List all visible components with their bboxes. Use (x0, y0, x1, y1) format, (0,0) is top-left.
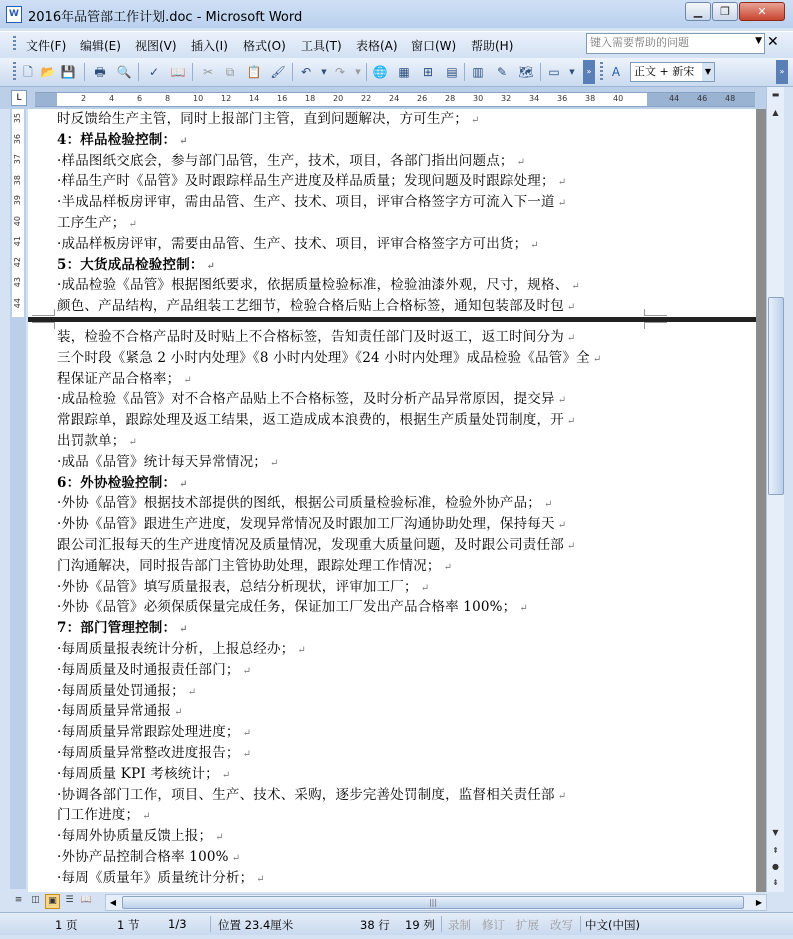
line-text: 程保证产品合格率； (57, 370, 181, 387)
section-heading[interactable] (57, 130, 647, 151)
paragraph-mark-icon: ↵ (420, 582, 430, 594)
vruler-tick-label: 43 (13, 277, 22, 288)
maximize-button[interactable] (712, 2, 738, 21)
horizontal-scroll-thumb[interactable]: ||| (122, 896, 744, 909)
style-select[interactable] (630, 62, 715, 82)
line-text: ·每周质量异常通报 (57, 703, 172, 720)
vruler-tick-label: 41 (13, 236, 22, 247)
text-line[interactable] (57, 109, 647, 130)
paragraph-mark-icon: ↵ (174, 707, 183, 719)
text-line[interactable] (57, 327, 647, 348)
ruler-tick-label: 32 (501, 94, 512, 103)
print-layout-icon[interactable]: ▣ (45, 894, 60, 909)
ruler-tick-label: 28 (445, 94, 456, 103)
tables-borders-icon[interactable]: ▦ (398, 65, 410, 79)
text-line[interactable] (57, 431, 647, 452)
ruler-tick-label: 38 (585, 94, 596, 103)
ruler-tick-label: 40 (613, 94, 624, 103)
line-text: 出罚款单； (57, 432, 126, 449)
status-page-of[interactable]: 1/3 (168, 917, 187, 931)
paragraph-mark-icon: ↵ (256, 873, 265, 885)
vertical-scrollbar[interactable] (766, 87, 784, 892)
text-line[interactable] (57, 296, 647, 317)
ruler-tick-label: 22 (361, 94, 372, 103)
ruler-tick-label: 30 (473, 94, 484, 103)
toolbar-separator (192, 63, 193, 81)
text-line[interactable] (57, 452, 647, 473)
style-dropdown-icon[interactable]: ▼ (702, 63, 714, 81)
status-bar (0, 912, 793, 935)
line-text: ·每周质量异常整改进度报告； (57, 744, 240, 761)
format-toolbar-overflow-button[interactable]: » (776, 60, 788, 84)
close-doc-icon: ✕ (767, 34, 779, 50)
line-text: ·每周质量及时通报责任部门； (57, 661, 240, 678)
status-section[interactable]: 1 节 (117, 918, 140, 932)
line-text: 门沟通解决，同时报告部门主管协助处理，跟踪处理工作情况； (57, 557, 441, 574)
paragraph-mark-icon: ↵ (183, 374, 192, 386)
menu-window[interactable]: 窗口(W) (411, 39, 457, 53)
text-line[interactable] (57, 151, 647, 172)
text-line[interactable] (57, 639, 647, 660)
paragraph-mark-icon: ↵ (571, 281, 580, 293)
styles-formatting-icon[interactable]: A (611, 65, 621, 79)
close-icon: ✕ (757, 5, 767, 18)
research-icon[interactable]: 📖 (170, 65, 186, 79)
select-browse-object-icon[interactable]: ● (772, 862, 779, 871)
toolbar-separator (84, 63, 85, 81)
line-text: ·协调各部门工作，项目、生产、技术、采购，逐步完善处罚制度，监督相关责任部 (57, 786, 555, 803)
line-text: ·成品检验《品管》对不合格产品贴上不合格标签，及时分析产品异常原因，提交异 (57, 391, 555, 408)
paragraph-mark-icon: ↵ (215, 832, 224, 844)
text-line[interactable] (57, 660, 647, 681)
menu-help[interactable]: 帮助(H) (471, 39, 514, 53)
text-line[interactable] (57, 275, 647, 296)
status-separator (210, 916, 211, 932)
paragraph-mark-icon: ↵ (206, 260, 216, 272)
crop-mark (32, 322, 55, 329)
paragraph-mark-icon: ↵ (187, 686, 197, 698)
document-map-icon[interactable]: 🗺 (518, 65, 534, 79)
text-line[interactable] (57, 805, 647, 826)
web-layout-icon[interactable]: ◫ (31, 895, 40, 905)
ruler-tick-label: 48 (725, 94, 736, 103)
ruler-tick-label: 12 (221, 94, 232, 103)
ruler-tick-label: 8 (165, 94, 171, 103)
format-toolbar-grip[interactable] (600, 62, 603, 82)
spelling-icon[interactable]: ✓ (148, 65, 160, 79)
line-text: 7：部门管理控制： (57, 620, 177, 637)
minimize-icon: ▁ (693, 5, 703, 18)
redo-dropdown-icon[interactable]: ▼ (355, 68, 361, 76)
help-search-box[interactable] (586, 33, 765, 54)
ruler-tick-label: 4 (109, 94, 115, 103)
title-bar (0, 0, 793, 28)
ruler-toggle-icon[interactable]: ▬ (771, 90, 780, 99)
paragraph-mark-icon: ↵ (179, 624, 188, 636)
hyperlink-icon[interactable]: 🌐 (372, 65, 388, 79)
text-line[interactable] (57, 493, 647, 514)
status-line[interactable]: 38 行 (360, 918, 390, 932)
reading-layout-icon[interactable]: 📖 (80, 895, 93, 905)
line-text: ·每周《质量年》质量统计分析； (57, 869, 254, 886)
page-text[interactable] (57, 327, 647, 889)
line-text: 6：外协检验控制： (57, 474, 177, 491)
read-mode-icon[interactable]: ▭ (548, 65, 560, 79)
status-extend[interactable]: 扩展 (516, 918, 539, 932)
open-folder-icon[interactable]: 📂 (40, 65, 56, 79)
line-text: ·每周质量处罚通报； (57, 682, 185, 699)
paragraph-mark-icon: ↵ (544, 499, 553, 511)
text-line[interactable] (57, 743, 647, 764)
line-text: 颜色、产品结构，产品组装工艺细节，检验合格后贴上合格标签，通知包装部及时包 (57, 298, 564, 315)
line-text: 时反馈给生产主管，同时上报部门主管，直到问题解决，方可生产； (57, 111, 468, 127)
text-line[interactable] (57, 597, 647, 618)
text-line[interactable] (57, 192, 647, 213)
vruler-tick-label: 40 (13, 215, 22, 226)
line-text: ·外协《品管》根据技术部提供的图纸，根据公司质量检验标准，检验外协产品； (57, 495, 541, 512)
paragraph-mark-icon: ↵ (519, 603, 528, 615)
minimize-button[interactable] (685, 2, 711, 21)
horizontal-scrollbar[interactable] (105, 894, 767, 911)
paragraph-mark-icon: ↵ (297, 644, 306, 656)
paragraph-mark-icon: ↵ (557, 177, 567, 189)
line-text: 跟公司汇报每天的生产进度情况及质量情况，发现重大质量问题，及时跟公司责任部 (57, 536, 564, 553)
toolbar-overflow-button[interactable]: » (583, 60, 595, 84)
line-text: ·成品检验《品管》根据图纸要求，依据质量检验标准，检验油漆外观，尺寸，规格、 (57, 277, 569, 294)
text-line[interactable] (57, 785, 647, 806)
tab-selector-icon[interactable]: L (11, 90, 27, 106)
text-line[interactable] (57, 868, 647, 889)
normal-view-icon[interactable]: ≡ (14, 895, 23, 905)
toolbar-separator (540, 63, 541, 81)
crop-mark (32, 309, 55, 316)
line-text: ·每周质量报表统计分析，上报总经办； (57, 640, 295, 657)
ruler-tick-label: 36 (557, 94, 568, 103)
status-language[interactable]: 中文(中国) (585, 918, 640, 932)
line-text: 4：样品检验控制： (57, 131, 177, 148)
menu-insert[interactable]: 插入(I) (191, 39, 228, 53)
text-line[interactable] (57, 556, 647, 577)
paragraph-mark-icon: ↵ (221, 769, 231, 781)
line-text: ·半成品样板房评审，需由品管、生产、技术、项目，评审合格签字方可流入下一道 (57, 194, 555, 211)
print-icon[interactable]: 🖶 (94, 65, 106, 79)
text-line[interactable] (57, 535, 647, 556)
help-search-input[interactable] (587, 34, 740, 51)
text-line[interactable] (57, 369, 647, 390)
vertical-scroll-thumb[interactable] (768, 297, 784, 495)
previous-page-icon[interactable]: ⇞ (772, 846, 779, 855)
toolbar-separator (464, 63, 465, 81)
scroll-down-icon[interactable]: ▼ (772, 828, 779, 837)
close-window-button[interactable] (739, 2, 785, 21)
paragraph-mark-icon: ↵ (566, 333, 576, 344)
text-line[interactable] (57, 764, 647, 785)
format-painter-icon[interactable]: 🖌 (270, 65, 286, 79)
line-text: ·外协《品管》跟进生产进度，发现异常情况及时跟加工厂沟通协助处理，保持每天 (57, 516, 555, 533)
line-text: 常跟踪单，跟踪处理及返工结果，返工造成成本浪费的，根据生产质量处罚制度，开 (57, 412, 564, 429)
next-page-icon[interactable]: ⇟ (772, 878, 779, 887)
outline-view-icon[interactable]: ☰ (65, 895, 74, 905)
line-text: ·外协《品管》填写质量报表，总结分析现状，评审加工厂； (57, 578, 418, 595)
section-heading[interactable] (57, 473, 647, 494)
ruler-tick-label: 26 (417, 94, 428, 103)
line-text: ·外协产品控制合格率 100% (57, 848, 229, 865)
line-text: ·每周外协质量反馈上报； (57, 828, 213, 845)
horizontal-ruler[interactable] (35, 92, 755, 107)
ruler-tick-label: 34 (529, 94, 540, 103)
save-icon[interactable]: 💾 (60, 65, 76, 79)
paragraph-mark-icon: ↵ (128, 218, 138, 230)
vruler-tick-label: 42 (13, 256, 22, 267)
vruler-tick-label: 37 (13, 154, 22, 165)
status-separator (441, 916, 442, 932)
status-track-changes[interactable]: 修订 (482, 918, 505, 932)
line-text: 门工作进度； (57, 807, 140, 824)
paragraph-mark-icon: ↵ (516, 156, 526, 168)
paragraph-mark-icon: ↵ (557, 198, 567, 210)
document-area[interactable] (28, 109, 766, 892)
menu-table[interactable]: 表格(A) (356, 39, 398, 53)
ruler-tick-label: 6 (137, 94, 143, 103)
ruler-tick-label: 24 (389, 94, 400, 103)
ruler-tick-label: 14 (249, 94, 260, 103)
scroll-up-icon[interactable]: ▲ (772, 108, 779, 117)
toolbar-options-icon[interactable]: ▼ (569, 68, 575, 76)
new-document-icon[interactable]: 🗋 (23, 65, 33, 79)
status-record[interactable]: 录制 (448, 918, 471, 932)
status-overtype[interactable]: 改写 (550, 918, 573, 932)
columns-icon[interactable]: ▥ (472, 65, 484, 79)
line-text: 5：大货成品检验控制： (57, 256, 204, 273)
text-line[interactable] (57, 213, 647, 234)
paragraph-mark-icon: ↵ (128, 436, 138, 448)
text-line[interactable] (57, 722, 647, 743)
document-page[interactable] (28, 109, 756, 317)
scroll-right-icon[interactable]: ▶ (755, 898, 763, 907)
paragraph-mark-icon: ↵ (566, 416, 576, 428)
vruler-tick-label: 39 (13, 195, 22, 206)
vruler-tick-label: 38 (13, 174, 22, 185)
horizontal-ruler-area (0, 87, 770, 109)
line-text: ·成品样板房评审，需要由品管、生产、技术、项目，评审合格签字方可出货； (57, 235, 528, 252)
crop-mark (644, 322, 667, 329)
copy-icon[interactable]: ⧉ (225, 65, 235, 79)
paragraph-mark-icon: ↵ (557, 790, 567, 802)
paragraph-mark-icon: ↵ (592, 353, 602, 365)
paragraph-mark-icon: ↵ (179, 478, 188, 490)
paragraph-mark-icon: ↵ (471, 115, 480, 126)
text-line[interactable] (57, 681, 647, 702)
paragraph-mark-icon: ↵ (557, 395, 567, 407)
line-text: 三个时段《紧急 2 小时内处理》《8 小时内处理》《24 小时内处理》成品检验《品管》全 (57, 349, 590, 366)
print-preview-icon[interactable]: 🔍 (116, 65, 132, 79)
line-text: 装，检验不合格产品时及时贴上不合格标签，告知责任部门及时返工，返工时间分为 (57, 329, 564, 345)
toolbar-separator (292, 63, 293, 81)
text-line[interactable] (57, 410, 647, 431)
line-text: ·成品《品管》统计每天异常情况； (57, 453, 267, 470)
toolbar-separator (138, 63, 139, 81)
text-line[interactable] (57, 826, 647, 847)
menu-file[interactable]: 文件(F) (26, 39, 67, 53)
text-line[interactable] (57, 234, 647, 255)
style-value: 正文 + 新宋 (634, 65, 695, 78)
text-line[interactable] (57, 389, 647, 410)
menu-grip-handle[interactable] (13, 36, 16, 52)
paragraph-mark-icon: ↵ (242, 728, 252, 740)
help-dropdown-icon[interactable]: ▼ (755, 36, 762, 46)
ruler-tick-label: 10 (193, 94, 204, 103)
vertical-ruler[interactable] (10, 109, 26, 889)
status-page[interactable]: 1 页 (55, 918, 78, 932)
ruler-tick-label: 46 (697, 94, 708, 103)
paste-icon[interactable]: 📋 (246, 65, 262, 79)
window-title: 2016年品管部工作计划.doc - Microsoft Word (28, 10, 303, 25)
undo-dropdown-icon[interactable]: ▼ (321, 68, 327, 76)
menu-edit[interactable]: 编辑(E) (80, 39, 121, 53)
vruler-tick-label: 44 (13, 297, 22, 308)
status-column[interactable]: 19 列 (405, 918, 435, 932)
text-line[interactable] (57, 701, 647, 722)
section-heading[interactable] (57, 618, 647, 639)
vruler-tick-label: 36 (13, 133, 22, 144)
paragraph-mark-icon: ↵ (566, 540, 576, 552)
line-text: 工序生产； (57, 214, 126, 231)
paragraph-mark-icon: ↵ (270, 457, 279, 469)
ruler-tick-label: 20 (333, 94, 344, 103)
paragraph-mark-icon: ↵ (142, 811, 151, 823)
view-and-scroll-row (0, 892, 793, 911)
redo-icon[interactable]: ↷ (334, 65, 346, 79)
ruler-tick-label: 18 (305, 94, 316, 103)
line-text: ·每周质量异常跟踪处理进度； (57, 724, 240, 741)
standard-toolbar (0, 58, 793, 87)
ruler-left-margin (35, 93, 57, 106)
insert-table-icon[interactable]: ⊞ (422, 65, 434, 79)
ruler-tick-label: 44 (669, 94, 680, 103)
paragraph-mark-icon: ↵ (557, 520, 567, 532)
drawing-icon[interactable]: ✎ (496, 65, 508, 79)
section-heading[interactable] (57, 255, 647, 276)
paragraph-mark-icon: ↵ (566, 302, 576, 314)
ruler-tick-label: 2 (81, 94, 87, 103)
cut-icon[interactable]: ✂ (202, 65, 214, 79)
ruler-tick-label: 16 (277, 94, 288, 103)
document-page[interactable] (28, 322, 756, 892)
insert-excel-icon[interactable]: ▤ (446, 65, 458, 79)
line-text: ·样品生产时《品管》及时跟踪样品生产进度及样品质量；发现问题及时跟踪处理； (57, 173, 555, 190)
paragraph-mark-icon: ↵ (242, 665, 252, 677)
line-text: ·每周质量 KPI 考核统计； (57, 765, 219, 782)
paragraph-mark-icon: ↵ (443, 561, 453, 573)
menu-format[interactable]: 格式(O) (243, 39, 286, 53)
paragraph-mark-icon: ↵ (530, 239, 539, 251)
vruler-tick-label: 35 (13, 113, 22, 124)
word-app-icon[interactable]: W (6, 6, 22, 23)
close-document-button[interactable] (767, 34, 779, 50)
text-line[interactable] (57, 847, 647, 868)
scroll-left-icon[interactable]: ◀ (109, 898, 117, 907)
status-position[interactable]: 位置 23.4厘米 (218, 918, 294, 932)
paragraph-mark-icon: ↵ (231, 852, 241, 864)
text-line[interactable] (57, 577, 647, 598)
text-line[interactable] (57, 514, 647, 535)
text-line[interactable] (57, 348, 647, 369)
undo-icon[interactable]: ↶ (300, 65, 312, 79)
line-text: ·外协《品管》必须保质保量完成任务，保证加工厂发出产品合格率 100%； (57, 599, 517, 616)
toolbar-separator (366, 63, 367, 81)
restore-icon: ❐ (720, 5, 730, 18)
crop-mark (644, 309, 667, 316)
paragraph-mark-icon: ↵ (179, 135, 188, 147)
menu-tools[interactable]: 工具(T) (301, 39, 342, 53)
menu-view[interactable]: 视图(V) (135, 39, 177, 53)
status-separator (580, 916, 581, 932)
paragraph-mark-icon: ↵ (242, 748, 252, 760)
text-line[interactable] (57, 171, 647, 192)
toolbar-grip-handle[interactable] (13, 62, 16, 82)
page-text[interactable] (57, 109, 647, 317)
line-text: ·样品图纸交底会，参与部门品管，生产，技术，项目，各部门指出问题点； (57, 152, 514, 169)
